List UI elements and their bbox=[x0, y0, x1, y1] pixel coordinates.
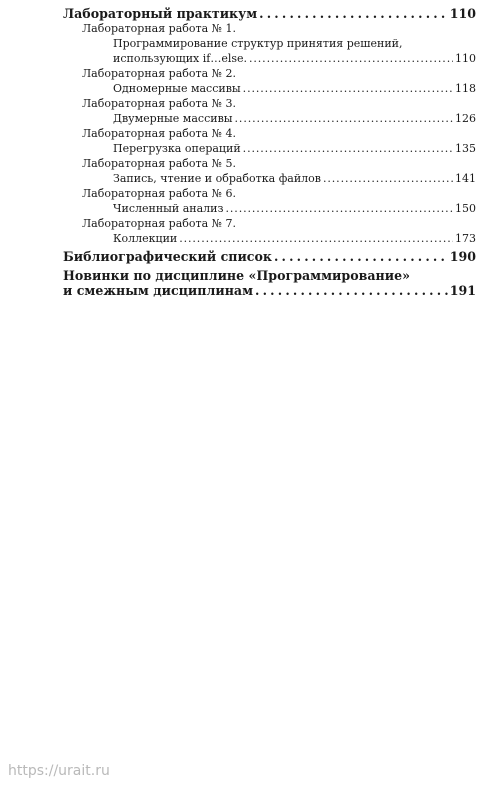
lab-work-4-topic: Перегрузка операций bbox=[113, 142, 241, 155]
toc-entry-lab-work-1[interactable] bbox=[63, 51, 476, 66]
toc-entry-lab-work-3[interactable] bbox=[63, 111, 476, 126]
toc-section-bibliography[interactable] bbox=[63, 249, 476, 264]
toc-section-lab-practicum[interactable] bbox=[63, 6, 476, 21]
page-number: 118 bbox=[455, 82, 476, 95]
page-number: 173 bbox=[455, 232, 476, 245]
lab-work-3-heading: Лабораторная работа № 3. bbox=[82, 97, 237, 110]
lab-work-2-topic: Одномерные массивы bbox=[113, 82, 241, 95]
page-number: 190 bbox=[449, 249, 476, 264]
dot-leader bbox=[226, 201, 453, 216]
dot-leader bbox=[235, 111, 453, 126]
section-title: Библиографический список bbox=[63, 249, 272, 264]
dot-leader bbox=[179, 231, 453, 246]
lab-work-7-topic: Коллекции bbox=[113, 232, 178, 245]
toc-entry-lab-work-4[interactable] bbox=[63, 141, 476, 156]
lab-work-2-heading: Лабораторная работа № 2. bbox=[82, 67, 237, 80]
toc-entry-lab-work-2[interactable] bbox=[63, 81, 476, 96]
toc-section-news[interactable] bbox=[63, 283, 476, 298]
toc-entry-lab-work-5[interactable] bbox=[63, 171, 476, 186]
page-number: 141 bbox=[455, 172, 476, 185]
page-number: 110 bbox=[449, 6, 476, 21]
page-number: 150 bbox=[455, 202, 476, 215]
toc-section-news-line1: Новинки по дисциплине «Программирование» bbox=[63, 268, 410, 283]
page-number: 126 bbox=[455, 112, 476, 125]
lab-work-1-topic: использующих if…else. bbox=[113, 52, 247, 65]
page-number: 110 bbox=[455, 52, 476, 65]
page-number: 191 bbox=[449, 283, 476, 298]
lab-work-4-heading: Лабораторная работа № 4. bbox=[82, 127, 237, 140]
toc-entry-lab-work-6[interactable] bbox=[63, 201, 476, 216]
dot-leader bbox=[243, 81, 453, 96]
watermark-url: https://urait.ru bbox=[8, 763, 110, 779]
table-of-contents bbox=[63, 6, 476, 298]
section-title-line2: и смежным дисциплинам bbox=[63, 283, 254, 298]
dot-leader bbox=[259, 6, 448, 21]
lab-work-7-heading: Лабораторная работа № 7. bbox=[82, 217, 237, 230]
lab-work-5-heading: Лабораторная работа № 5. bbox=[82, 157, 237, 170]
lab-work-6-topic: Численный анализ bbox=[113, 202, 224, 215]
lab-work-6-heading: Лабораторная работа № 6. bbox=[82, 187, 237, 200]
lab-work-1-topic-line1: Программирование структур принятия решений, bbox=[113, 37, 403, 50]
dot-leader bbox=[243, 141, 453, 156]
toc-entry-lab-work-7[interactable] bbox=[63, 231, 476, 246]
lab-work-3-topic: Двумерные массивы bbox=[113, 112, 233, 125]
lab-work-1-heading: Лабораторная работа № 1. bbox=[82, 22, 237, 35]
dot-leader bbox=[249, 51, 453, 66]
page-number: 135 bbox=[455, 142, 476, 155]
dot-leader bbox=[255, 283, 448, 298]
dot-leader bbox=[274, 249, 448, 264]
section-title: Лабораторный практикум bbox=[63, 6, 258, 21]
lab-work-5-topic: Запись, чтение и обработка файлов bbox=[113, 172, 321, 185]
dot-leader bbox=[323, 171, 453, 186]
